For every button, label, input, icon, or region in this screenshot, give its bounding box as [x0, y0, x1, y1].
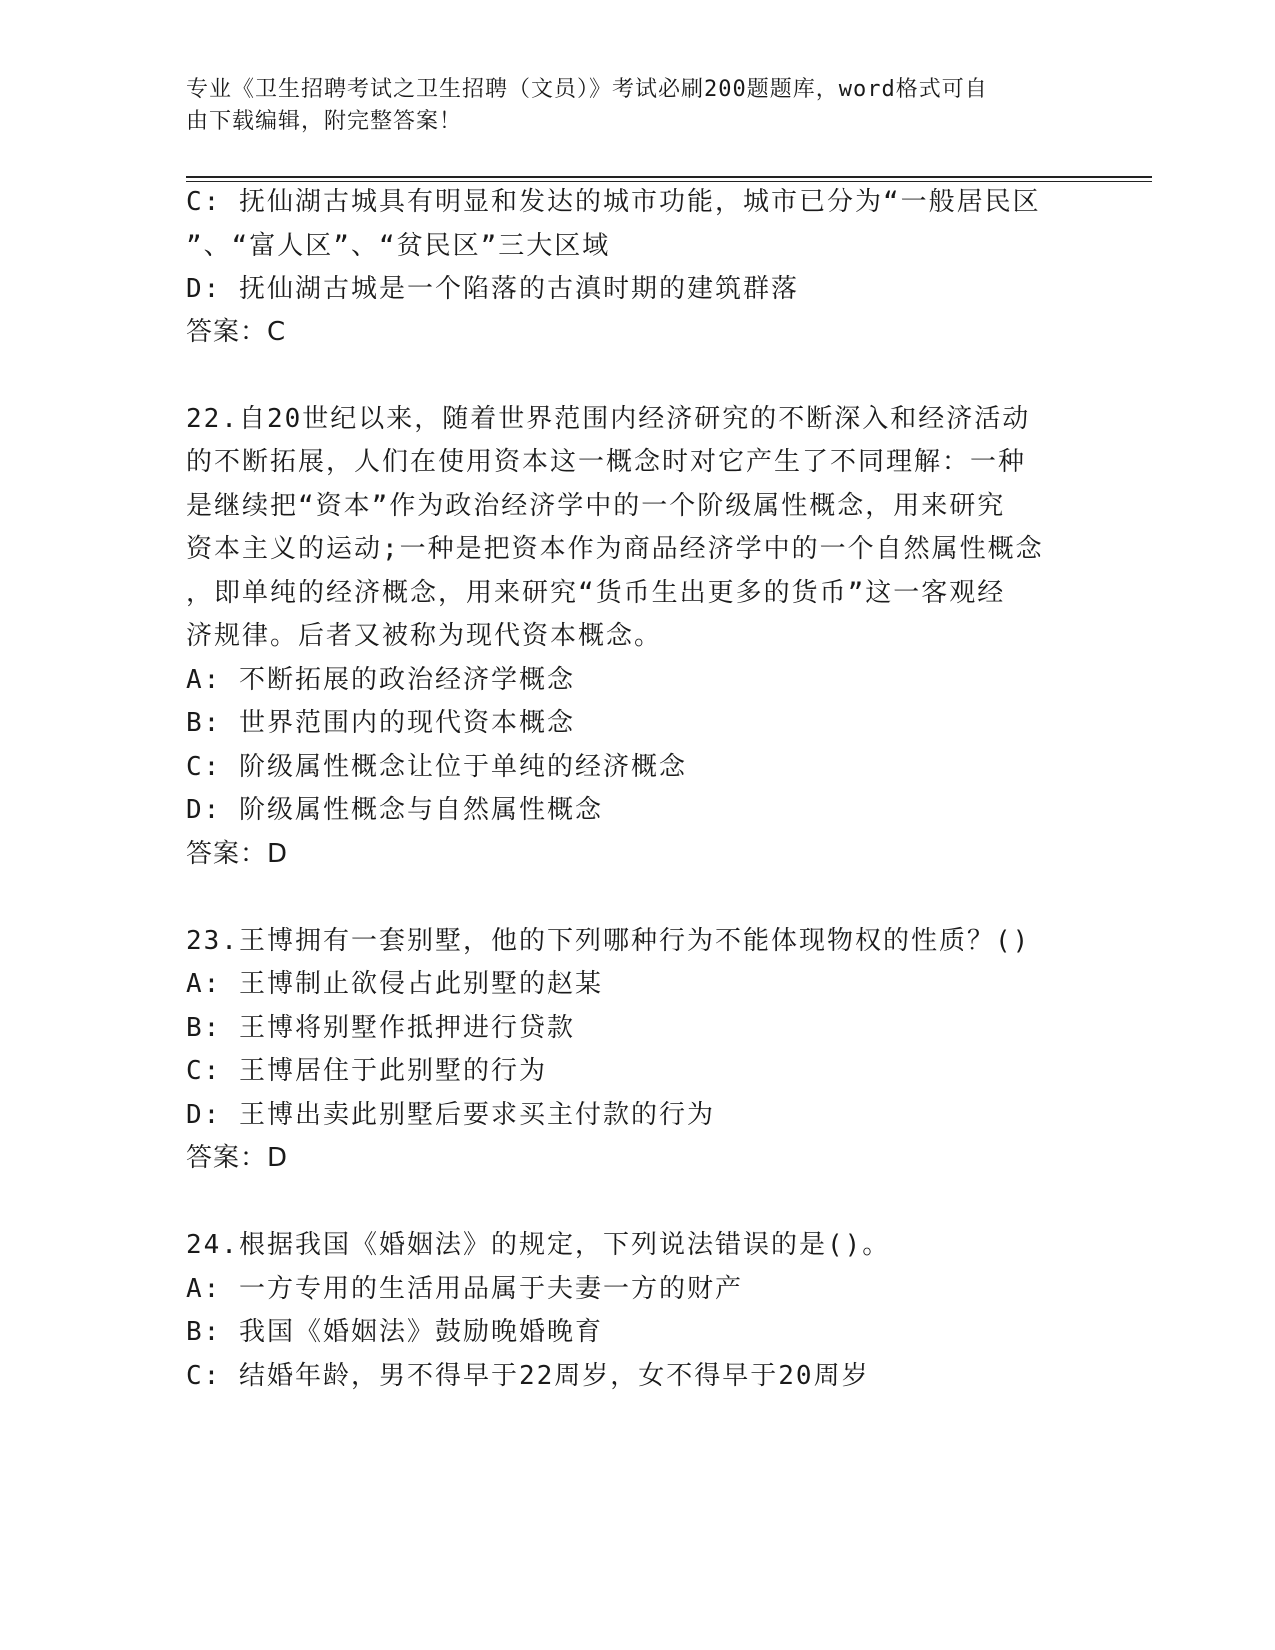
option-c-continued: ”、“富人区”、“贫民区”三大区域 — [186, 231, 611, 261]
option-c: C: 结婚年龄，男不得早于22周岁，女不得早于20周岁 — [186, 1361, 870, 1391]
option-d: D: 王博出卖此别墅后要求买主付款的行为 — [186, 1100, 715, 1130]
page-header — [186, 74, 1066, 138]
option-b: B: 王博将别墅作抵押进行贷款 — [186, 1013, 575, 1043]
answer: 答案：D — [186, 839, 289, 869]
question-stem: 24.根据我国《婚姻法》的规定，下列说法错误的是()。 — [186, 1230, 891, 1260]
question-stem: 资本主义的运动;一种是把资本作为商品经济学中的一个自然属性概念 — [186, 534, 1044, 564]
question-stem: 济规律。后者又被称为现代资本概念。 — [186, 621, 663, 651]
header-line: 专业《卫生招聘考试之卫生招聘（文员）》考试必刷200题题库，word格式可自 — [186, 77, 988, 102]
question-stem: ，即单纯的经济概念，用来研究“货币生出更多的货币”这一客观经 — [186, 578, 1006, 608]
option-a: A: 不断拓展的政治经济学概念 — [186, 665, 575, 695]
question-stem: 22.自20世纪以来，随着世界范围内经济研究的不断深入和经济活动 — [186, 404, 1031, 434]
option-d: D: 抚仙湖古城是一个陷落的古滇时期的建筑群落 — [186, 274, 799, 304]
option-c: C: 阶级属性概念让位于单纯的经济概念 — [186, 752, 687, 782]
option-d: D: 阶级属性概念与自然属性概念 — [186, 795, 603, 825]
option-b: B: 我国《婚姻法》鼓励晚婚晚育 — [186, 1317, 603, 1347]
option-a: A: 王博制止欲侵占此别墅的赵某 — [186, 969, 603, 999]
question-stem: 是继续把“资本”作为政治经济学中的一个阶级属性概念，用来研究 — [186, 491, 1006, 521]
header-divider — [186, 176, 1152, 178]
header-line: 由下载编辑，附完整答案！ — [186, 109, 463, 134]
question-stem: 的不断拓展，人们在使用资本这一概念时对它产生了不同理解：一种 — [186, 447, 1027, 477]
answer: 答案：D — [186, 1143, 289, 1173]
option-b: B: 世界范围内的现代资本概念 — [186, 708, 575, 738]
option-a: A: 一方专用的生活用品属于夫妻一方的财产 — [186, 1274, 743, 1304]
answer: 答案：C — [186, 317, 287, 347]
question-stem: 23.王博拥有一套别墅，他的下列哪种行为不能体现物权的性质？() — [186, 926, 1031, 956]
option-c: C: 王博居住于此别墅的行为 — [186, 1056, 547, 1086]
option-c: C: 抚仙湖古城具有明显和发达的城市功能，城市已分为“一般居民区 — [186, 187, 1041, 217]
